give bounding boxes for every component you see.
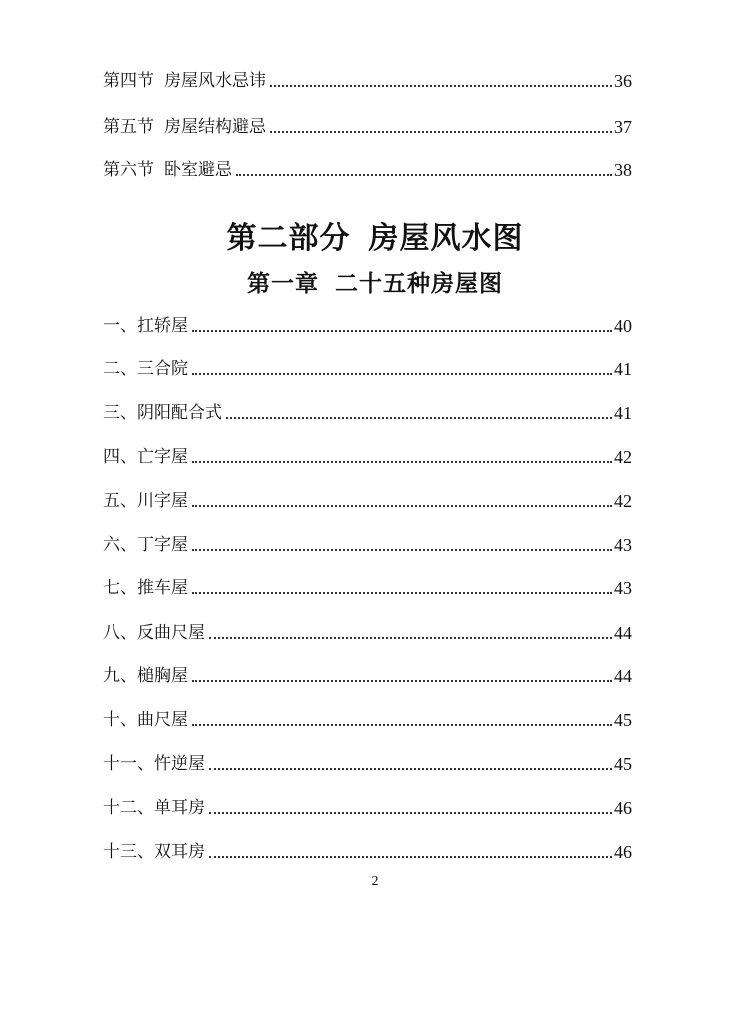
dot-leader	[192, 439, 612, 463]
item-title: 单耳房	[154, 798, 205, 818]
item-title: 双耳房	[154, 842, 205, 862]
item-title: 三合院	[137, 359, 188, 379]
toc-entry-item-11[interactable]	[103, 749, 632, 775]
item-title: 丁字屋	[137, 535, 188, 555]
toc-page-number: 38	[614, 160, 632, 180]
item-number: 十一、	[103, 754, 154, 774]
toc-page-number: 40	[614, 316, 632, 336]
item-title: 槌胸屋	[137, 666, 188, 686]
item-title: 扛轿屋	[137, 316, 188, 336]
toc-entry-item-3[interactable]	[103, 398, 632, 424]
toc-entry-item-5[interactable]	[103, 486, 632, 512]
toc-entry-item-12[interactable]	[103, 793, 632, 819]
item-number: 五、	[103, 491, 137, 511]
item-number: 四、	[103, 447, 137, 467]
section-prefix: 第六节	[103, 160, 154, 180]
toc-entry-item-7[interactable]	[103, 573, 632, 599]
toc-page-number: 46	[614, 798, 632, 818]
item-title: 川字屋	[137, 491, 188, 511]
item-number: 三、	[103, 403, 137, 423]
item-number: 六、	[103, 535, 137, 555]
toc-page-number: 42	[614, 491, 632, 511]
toc-entry-item-6[interactable]	[103, 530, 632, 556]
item-title: 阴阳配合式	[137, 403, 222, 423]
toc-page-number: 36	[614, 71, 632, 91]
item-title: 亡字屋	[137, 447, 188, 467]
toc-entry-item-10[interactable]	[103, 705, 632, 731]
section-title: 房屋结构避忌	[164, 117, 266, 137]
dot-leader	[209, 790, 612, 814]
dot-leader	[209, 834, 612, 858]
item-number: 八、	[103, 623, 137, 643]
toc-entry-item-4[interactable]	[103, 442, 632, 468]
part-heading	[0, 213, 750, 257]
item-title: 反曲尺屋	[137, 623, 205, 643]
toc-page-number: 42	[614, 447, 632, 467]
toc-entry-section-4[interactable]	[103, 66, 632, 92]
section-title: 卧室避忌	[164, 160, 232, 180]
item-number: 二、	[103, 359, 137, 379]
item-number: 一、	[103, 316, 137, 336]
dot-leader	[236, 152, 612, 176]
dot-leader	[209, 615, 612, 639]
dot-leader	[192, 308, 612, 332]
dot-leader	[270, 63, 612, 87]
toc-page-number: 44	[614, 623, 632, 643]
item-number: 七、	[103, 578, 137, 598]
section-prefix: 第四节	[103, 71, 154, 91]
section-title: 房屋风水忌讳	[164, 71, 266, 91]
toc-entry-item-2[interactable]	[103, 354, 632, 380]
dot-leader	[270, 109, 612, 133]
toc-entry-section-6[interactable]	[103, 155, 632, 181]
section-prefix: 第五节	[103, 117, 154, 137]
toc-entry-item-8[interactable]	[103, 618, 632, 644]
dot-leader	[192, 483, 612, 507]
item-number: 十、	[103, 710, 137, 730]
item-number: 九、	[103, 666, 137, 686]
chapter-heading	[0, 265, 750, 298]
part-number: 第二部分	[226, 221, 351, 256]
dot-leader	[192, 658, 612, 682]
toc-page-number: 41	[614, 403, 632, 423]
toc-page-number: 45	[614, 710, 632, 730]
toc-entry-section-5[interactable]	[103, 112, 632, 138]
toc-page-number: 45	[614, 754, 632, 774]
toc-entry-item-1[interactable]	[103, 311, 632, 337]
dot-leader	[226, 395, 612, 419]
page-number: 2	[371, 874, 379, 889]
item-title: 推车屋	[137, 578, 188, 598]
toc-entry-item-9[interactable]	[103, 661, 632, 687]
dot-leader	[192, 351, 612, 375]
dot-leader	[192, 570, 612, 594]
item-title: 曲尺屋	[137, 710, 188, 730]
dot-leader	[209, 746, 612, 770]
dot-leader	[192, 702, 612, 726]
item-title: 忤逆屋	[154, 754, 205, 774]
item-number: 十二、	[103, 798, 154, 818]
part-title: 房屋风水图	[368, 221, 524, 256]
toc-page-number: 43	[614, 535, 632, 555]
item-number: 十三、	[103, 842, 154, 862]
toc-page-number: 46	[614, 842, 632, 862]
toc-entry-item-13[interactable]	[103, 837, 632, 863]
toc-page-number: 43	[614, 578, 632, 598]
toc-page-number: 44	[614, 666, 632, 686]
chapter-title: 二十五种房屋图	[335, 270, 503, 297]
toc-page-number: 41	[614, 359, 632, 379]
dot-leader	[192, 527, 612, 551]
chapter-number: 第一章	[247, 270, 319, 297]
toc-page-number: 37	[614, 117, 632, 137]
